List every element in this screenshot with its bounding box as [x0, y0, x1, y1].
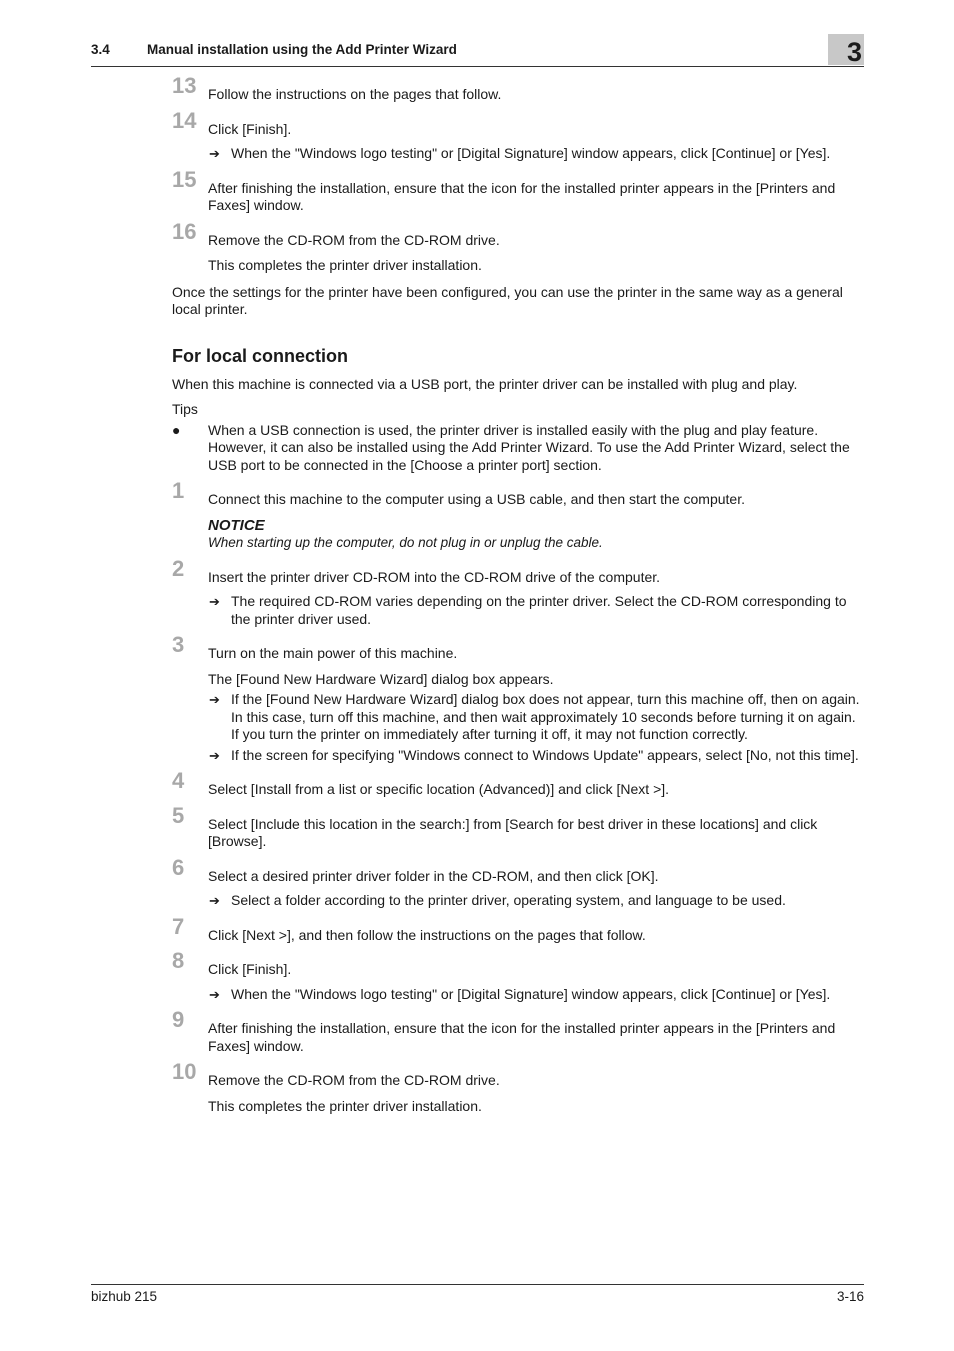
step-3	[172, 632, 864, 663]
arrow-text: If the screen for specifying "Windows connect to Windows Update" appears, select [No, not this time].	[231, 746, 859, 763]
step-number: 14	[172, 107, 197, 133]
step-arrow-note	[172, 593, 864, 628]
intro-paragraph: When this machine is connected via a USB port, the printer driver can be installed with plug and play.	[172, 375, 798, 392]
step-arrow-note	[172, 691, 864, 744]
arrow-text: When the "Windows logo testing" or [Digital Signature] window appears, click [Continue] or [Yes].	[231, 985, 831, 1002]
step-5	[172, 802, 864, 851]
step-text: Select a desired printer driver folder in the CD-ROM, and then click [OK].	[208, 867, 659, 884]
section-number: 3.4	[91, 42, 110, 57]
step-number: 6	[172, 854, 185, 880]
step-2	[172, 555, 864, 587]
step-number: 3	[172, 632, 185, 657]
arrow-icon: ➔	[209, 594, 220, 609]
step-text: After finishing the installation, ensure that the icon for the installed printer appears in the [Printers and Faxes] window.	[208, 1020, 836, 1054]
step-13	[172, 73, 864, 104]
arrow-text: When the "Windows logo testing" or [Digital Signature] window appears, click [Continue] or [Yes].	[231, 145, 831, 161]
step-8	[172, 948, 864, 979]
product-name: bizhub 215	[91, 1289, 158, 1304]
step-text: Turn on the main power of this machine.	[208, 645, 458, 661]
step-4	[172, 768, 864, 799]
step-text: Remove the CD-ROM from the CD-ROM drive.	[208, 231, 500, 248]
step-number: 4	[172, 768, 185, 793]
arrow-icon: ➔	[209, 747, 220, 763]
paragraph: Once the settings for the printer have been configured, you can use the printer in the same way as a general local printer.	[172, 283, 843, 317]
step-result: This completes the printer driver installation.	[208, 257, 482, 273]
step-text: Connect this machine to the computer using a USB cable, and then start the computer.	[208, 491, 745, 507]
notice-box	[172, 517, 864, 552]
arrow-icon: ➔	[209, 986, 220, 1002]
step-16	[172, 218, 864, 250]
section-heading: For local connection	[172, 345, 349, 366]
step-7	[172, 913, 864, 945]
page-content	[172, 73, 864, 1115]
notice-title: NOTICE	[208, 516, 265, 534]
step-arrow-note	[172, 747, 864, 765]
step-14	[172, 107, 864, 139]
step-arrow-note	[172, 892, 864, 910]
step-number: 15	[172, 166, 197, 192]
arrow-icon: ➔	[209, 692, 220, 707]
step-text: Follow the instructions on the pages that follow.	[208, 86, 502, 102]
step-number: 1	[172, 478, 185, 503]
step-text: Select [Include this location in the search:] from [Search for best driver in these locations] and click [Browse].	[208, 815, 818, 849]
step-arrow-note	[172, 145, 864, 163]
step-number: 2	[172, 555, 185, 581]
step-arrow-note	[172, 986, 864, 1004]
step-number: 16	[172, 218, 197, 244]
step-text: Remove the CD-ROM from the CD-ROM drive.	[208, 1072, 500, 1088]
step-text: Click [Finish].	[208, 961, 292, 977]
step-number: 9	[172, 1007, 185, 1032]
arrow-icon: ➔	[209, 146, 220, 161]
step-text: Select [Install from a list or specific location (Advanced)] and click [Next >].	[208, 781, 670, 797]
step-1	[172, 478, 864, 509]
arrow-icon: ➔	[209, 893, 220, 908]
tip-item	[172, 422, 864, 475]
tips-label: Tips	[172, 401, 198, 417]
step-text: Insert the printer driver CD-ROM into the CD-ROM drive of the computer.	[208, 568, 661, 585]
tip-text: When a USB connection is used, the printer driver is installed easily with the plug and play feature. However, it can also be installed using the Add Printer Wizard. To use the Add Printer Wizard, select the USB port to be connected in the [Choose a printer port] section.	[208, 421, 850, 473]
chapter-tab: 3	[828, 34, 864, 65]
arrow-text-continued: In this case, turn off this machine, and then wait approximately 10 seconds before turning it on again. If you turn the printer on immediately after turning it off, it may not function correctly.	[231, 708, 856, 742]
bullet-icon: ●	[172, 421, 181, 438]
step-result: This completes the printer driver installation.	[208, 1097, 482, 1114]
section-title: Manual installation using the Add Printer Wizard	[147, 42, 457, 57]
arrow-text: The required CD-ROM varies depending on the printer driver. Select the CD-ROM corresponding to the printer driver used.	[231, 593, 847, 627]
page-number: 3-16	[836, 1289, 864, 1304]
step-text: After finishing the installation, ensure that the icon for the installed printer appears in the [Printers and Faxes] window.	[208, 179, 836, 213]
step-result: The [Found New Hardware Wizard] dialog box appears.	[208, 670, 554, 687]
step-9	[172, 1007, 864, 1055]
step-number: 5	[172, 802, 185, 828]
step-15	[172, 166, 864, 215]
arrow-text: If the [Found New Hardware Wizard] dialog box does not appear, turn this machine off, then on again.	[231, 691, 860, 707]
arrow-text: Select a folder according to the printer driver, operating system, and language to be used.	[231, 892, 786, 908]
step-10	[172, 1059, 864, 1090]
notice-body: When starting up the computer, do not plug in or unplug the cable.	[208, 535, 603, 550]
step-text: Click [Finish].	[208, 120, 292, 137]
page-footer	[91, 1284, 864, 1304]
step-number: 8	[172, 948, 185, 973]
step-text: Click [Next >], and then follow the instructions on the pages that follow.	[208, 926, 646, 943]
step-6	[172, 854, 864, 886]
step-number: 13	[172, 73, 197, 98]
page-header	[91, 37, 864, 67]
step-number: 7	[172, 913, 185, 939]
step-number: 10	[172, 1059, 197, 1084]
